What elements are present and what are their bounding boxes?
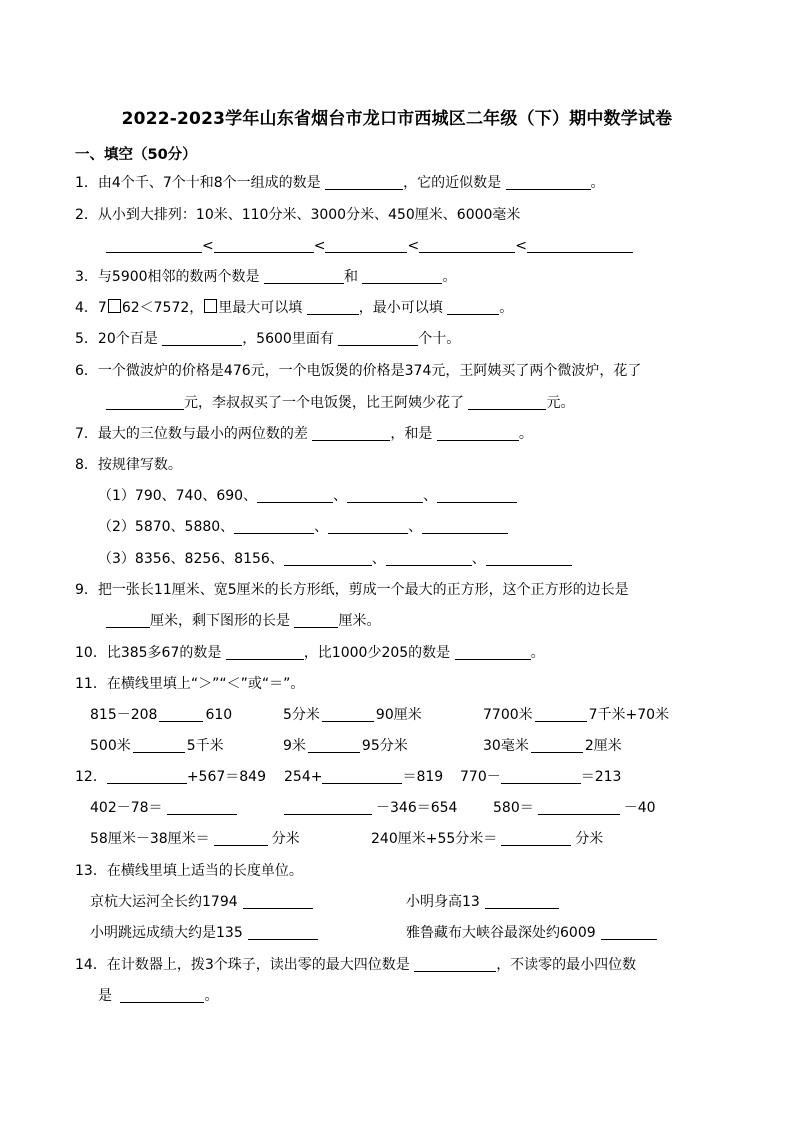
- answer-blank[interactable]: [468, 394, 546, 410]
- answer-blank[interactable]: [386, 550, 472, 566]
- answer-blank[interactable]: [601, 924, 657, 940]
- answer-blank[interactable]: [106, 394, 184, 410]
- unit-item: 小明跳远成绩大约是135: [90, 923, 318, 943]
- question-14: 14．在计数器上，拨3个珠子，读出零的最大四位数是 ，不读零的最小四位数: [75, 957, 637, 973]
- answer-blank[interactable]: [167, 799, 237, 815]
- answer-blank[interactable]: [107, 768, 187, 784]
- answer-blank[interactable]: [284, 799, 372, 815]
- answer-blank[interactable]: [248, 924, 318, 940]
- answer-blank[interactable]: [257, 487, 333, 503]
- answer-blank[interactable]: [162, 330, 242, 346]
- answer-blank[interactable]: [437, 487, 517, 503]
- answer-blank[interactable]: [531, 737, 583, 753]
- answer-blank[interactable]: [159, 706, 203, 722]
- answer-blank[interactable]: [414, 956, 496, 972]
- question-8-part-1: （1）790、740、690、 、 、: [98, 486, 517, 506]
- answer-blank[interactable]: [328, 518, 408, 534]
- question-1: 1．由4个千、7个十和8个一组成的数是 ，它的近似数是 。: [75, 175, 605, 191]
- answer-blank[interactable]: [325, 174, 403, 190]
- answer-blank[interactable]: [322, 706, 374, 722]
- answer-blank[interactable]: [486, 550, 572, 566]
- unit-item: 雅鲁藏布大峡谷最深处约6009: [406, 923, 657, 943]
- question-13: 13．在横线里填上适当的长度单位。: [75, 863, 303, 879]
- answer-blank[interactable]: [312, 425, 390, 441]
- answer-blank[interactable]: [294, 612, 338, 628]
- answer-blank[interactable]: [501, 830, 571, 846]
- answer-blank[interactable]: [308, 737, 360, 753]
- page-title: 2022-2023学年山东省烟台市龙口市西城区二年级（下）期中数学试卷: [121, 109, 673, 129]
- question-10: 10．比385多67的数是 ，比1000少205的数是 。: [75, 645, 545, 661]
- equation-item: －346＝654: [284, 798, 457, 818]
- answer-blank[interactable]: [226, 644, 304, 660]
- question-6-cont: 元，李叔叔买了一个电饭煲，比王阿姨少花了 元。: [106, 393, 574, 413]
- answer-blank[interactable]: [243, 893, 313, 909]
- answer-blank[interactable]: [506, 174, 591, 190]
- answer-blank[interactable]: [437, 425, 519, 441]
- question-8-part-2: （2）5870、5880、 、 、: [98, 517, 508, 537]
- answer-blank[interactable]: [214, 830, 268, 846]
- question-8-part-3: （3）8356、8256、8156、 、 、: [98, 549, 572, 569]
- equation-item: 254+ ＝819: [284, 769, 444, 785]
- compare-item: 9米 95分米: [283, 738, 408, 754]
- answer-blank[interactable]: [325, 237, 407, 253]
- answer-blank[interactable]: [347, 487, 423, 503]
- answer-blank[interactable]: [501, 768, 581, 784]
- answer-blank[interactable]: [307, 299, 359, 315]
- question-8: 8．按规律写数。: [75, 457, 182, 473]
- answer-blank[interactable]: [485, 893, 559, 909]
- equation-item: 402－78＝: [90, 798, 237, 818]
- answer-blank[interactable]: [120, 987, 204, 1003]
- answer-blank[interactable]: [419, 237, 515, 253]
- answer-blank[interactable]: [362, 268, 442, 284]
- answer-blank[interactable]: [106, 612, 150, 628]
- unit-item: 京杭大运河全长约1794: [90, 892, 313, 912]
- equation-item: 58厘米－38厘米＝ 分米: [90, 831, 300, 847]
- compare-item: 500米 5千米: [90, 738, 224, 754]
- question-7: 7．最大的三位数与最小的两位数的差 ，和是 。: [75, 426, 533, 442]
- square-box-icon: [204, 299, 217, 313]
- question-2-answer-line: < < < <: [106, 236, 633, 256]
- answer-blank[interactable]: [535, 706, 587, 722]
- answer-blank[interactable]: [338, 330, 418, 346]
- answer-blank[interactable]: [455, 644, 531, 660]
- answer-blank[interactable]: [527, 237, 633, 253]
- section-heading: 一、填空（50分）: [75, 147, 197, 163]
- question-2: 2．从小到大排列：10米、110分米、3000分米、450厘米、6000毫米: [75, 207, 521, 223]
- answer-blank[interactable]: [264, 268, 344, 284]
- answer-blank[interactable]: [106, 237, 202, 253]
- square-box-icon: [108, 299, 121, 313]
- question-11: 11．在横线里填上“＞”“＜”或“＝”。: [75, 676, 305, 692]
- answer-blank[interactable]: [284, 550, 372, 566]
- question-9: 9．把一张长11厘米、宽5厘米的长方形纸，剪成一个最大的正方形，这个正方形的边长是: [75, 582, 629, 598]
- compare-item: 30毫米 2厘米: [483, 738, 622, 754]
- answer-blank[interactable]: [133, 737, 185, 753]
- equation-item: 580＝ －40: [493, 800, 656, 816]
- answer-blank[interactable]: [422, 518, 508, 534]
- compare-item: 5分米 90厘米: [283, 707, 422, 723]
- question-5: 5．20个百是 ，5600里面有 个十。: [75, 331, 461, 347]
- answer-blank[interactable]: [322, 768, 402, 784]
- answer-blank[interactable]: [234, 518, 314, 534]
- equation-item: 240厘米+55分米＝ 分米: [371, 831, 604, 847]
- question-14-cont: 是 。: [98, 988, 219, 1004]
- answer-blank[interactable]: [538, 799, 620, 815]
- question-9-cont: 厘米，剩下图形的长是 厘米。: [106, 611, 380, 631]
- compare-item: 815－208 610: [90, 707, 233, 723]
- question-6: 6．一个微波炉的价格是476元，一个电饭煲的价格是374元，王阿姨买了两个微波炉，花了: [75, 363, 642, 379]
- answer-blank[interactable]: [214, 237, 314, 253]
- equation-item: 770－ ＝213: [460, 769, 622, 785]
- answer-blank[interactable]: [447, 299, 499, 315]
- question-4: 4．7 62＜7572， 里最大可以填 ，最小可以填 。: [75, 300, 514, 316]
- question-12: 12． +567＝849: [75, 769, 267, 785]
- unit-item: 小明身高13: [406, 892, 559, 912]
- question-3: 3．与5900相邻的数两个数是 和 。: [75, 269, 457, 285]
- compare-item: 7700米 7千米+70米: [483, 707, 670, 723]
